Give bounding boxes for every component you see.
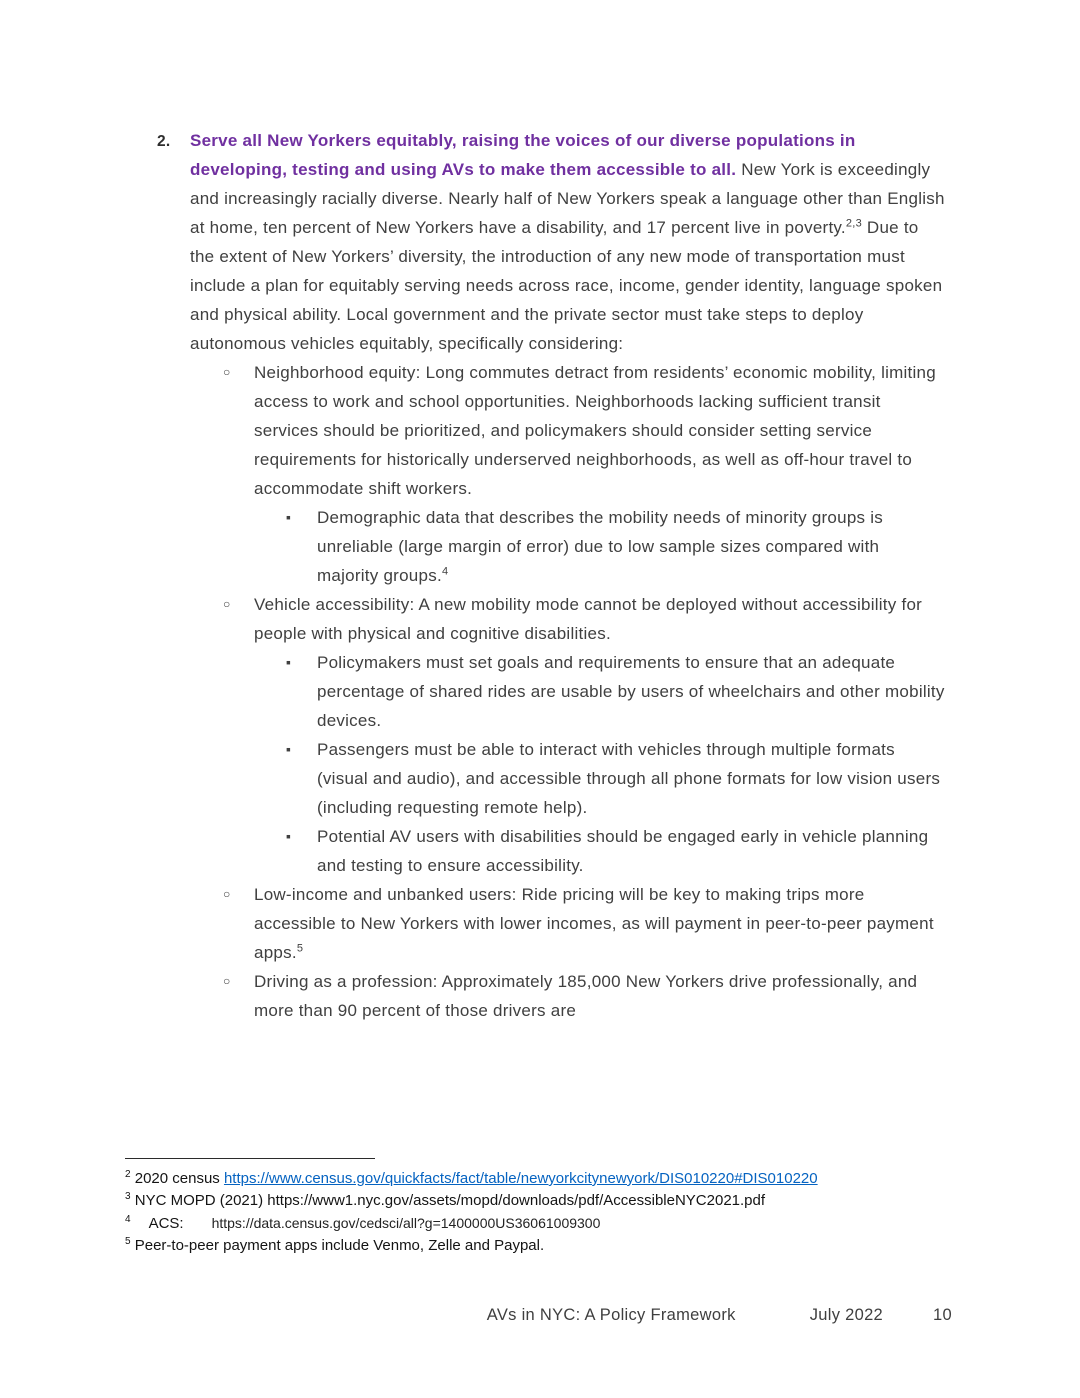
square-bullet-icon: ▪	[286, 509, 292, 525]
footnote-4	[125, 1212, 955, 1235]
main-content	[157, 126, 949, 1025]
list-item-body	[190, 126, 945, 1025]
bullet-av-users-disabilities	[286, 822, 945, 880]
circle-bullet-icon: ○	[223, 887, 231, 901]
footer-date: July 2022	[809, 1306, 884, 1324]
bullet-neighborhood-equity	[223, 358, 945, 503]
list-item-number: 2.	[157, 133, 171, 150]
footnote-2-text: 2020 census	[134, 1170, 224, 1187]
square-bullet-icon: ▪	[286, 741, 292, 757]
bullet-driving-profession	[223, 967, 945, 1025]
bullet-text-content: Vehicle accessibility: A new mobility mode cannot be deployed without accessibility for people with physical and cognitive disabilities.	[254, 595, 923, 643]
square-bullet-icon: ▪	[286, 828, 292, 844]
footnote-4-url: https://data.census.gov/cedsci/all?g=1400000US36061009300	[211, 1215, 601, 1231]
bullet-text-content: Potential AV users with disabilities should be engaged early in vehicle planning and testing to ensure accessibility.	[317, 827, 929, 875]
lead-body-text-1: New York is exceedingly and increasingly racially diverse. Nearly half of New Yorkers speak a language other than English at home, ten percent of New Yorkers have a disability, and 17 percent live in poverty.	[190, 160, 945, 237]
bullet-text-content: Driving as a profession: Approximately 185,000 New Yorkers drive professionally, and more than 90 percent of those drivers are	[254, 972, 918, 1020]
bullet-text	[317, 735, 945, 822]
bullet-low-income-users	[223, 880, 945, 967]
bullet-text-content: Policymakers must set goals and requirements to ensure that an adequate percentage of shared rides are usable by users of wheelchairs and other mobility devices.	[317, 653, 945, 730]
bullet-text	[254, 880, 945, 967]
circle-bullet-icon: ○	[223, 597, 231, 611]
bullet-text-content: Passengers must be able to interact with vehicles through multiple formats (visual and audio), and accessible through all phone formats for low vision users (including requesting remote help).	[317, 740, 941, 817]
page-footer	[0, 1306, 952, 1325]
footnote-4-marker: 4	[125, 1214, 131, 1225]
bullet-text-content: Neighborhood equity: Long commutes detract from residents’ economic mobility, limiting access to work and school opportunities. Neighborhoods lacking sufficient transit services should be prioritized, and policymakers should consider setting service requirements for historically underserved neighborhoods, as well as off-hour travel to accommodate shift workers.	[254, 363, 936, 498]
bullet-text	[254, 590, 945, 648]
footnote-ref-2-3: 2,3	[845, 217, 862, 230]
bullet-text	[317, 822, 945, 880]
bullet-text	[317, 648, 945, 735]
bullet-list	[190, 358, 945, 1025]
footnote-ref-5: 5	[296, 942, 304, 955]
bullet-policymakers-goals	[286, 648, 945, 735]
circle-bullet-icon: ○	[223, 365, 231, 379]
footer-page-number: 10	[933, 1306, 952, 1324]
footnote-5	[125, 1235, 955, 1257]
bullet-vehicle-accessibility	[223, 590, 945, 648]
footnote-5-text: Peer-to-peer payment apps include Venmo, Zelle and Paypal.	[134, 1237, 545, 1254]
bullet-demographic-data	[286, 503, 945, 590]
bullet-text	[254, 358, 945, 503]
numbered-list-item-2	[157, 126, 949, 1025]
footnote-2	[125, 1168, 955, 1190]
footer-document-title: AVs in NYC: A Policy Framework	[486, 1306, 736, 1324]
footnote-ref-4: 4	[441, 565, 449, 578]
footnote-2-marker: 2	[125, 1169, 131, 1180]
bullet-text	[317, 503, 945, 590]
bullet-text-content: Low-income and unbanked users: Ride pricing will be key to making trips more accessible to New Yorkers with lower incomes, as will payment in peer-to-peer payment apps.	[254, 885, 934, 962]
lead-bold-heading: Serve all New Yorkers equitably, raising the voices of our diverse populations in developing, testing and using AVs to make them accessible to all.	[190, 131, 856, 179]
footnote-3-text: NYC MOPD (2021) https://www1.nyc.gov/assets/mopd/downloads/pdf/AccessibleNYC2021.pdf	[134, 1192, 766, 1209]
footnote-separator-rule	[125, 1158, 375, 1159]
footnotes-section	[125, 1158, 955, 1257]
lead-paragraph	[190, 126, 945, 358]
footnote-3	[125, 1190, 955, 1212]
footnote-4-label: ACS:	[148, 1215, 184, 1232]
lead-body-text-2: Due to the extent of New Yorkers’ diversity, the introduction of any new mode of transportation must include a plan for equitably serving needs across race, income, gender identity, language spoken and physical ability. Local government and the private sector must take steps to deploy autonomous vehicles equitably, specifically considering:	[190, 218, 943, 353]
square-bullet-icon: ▪	[286, 654, 292, 670]
footnote-2-link[interactable]: https://www.census.gov/quickfacts/fact/table/newyorkcitynewyork/DIS010220#DIS010220	[223, 1170, 818, 1187]
bullet-text-content: Demographic data that describes the mobility needs of minority groups is unreliable (large margin of error) due to low sample sizes compared with majority groups.	[317, 508, 884, 585]
footnote-3-marker: 3	[125, 1191, 131, 1202]
bullet-passenger-interaction	[286, 735, 945, 822]
footnote-5-marker: 5	[125, 1236, 131, 1247]
circle-bullet-icon: ○	[223, 974, 231, 988]
bullet-text	[254, 967, 945, 1025]
